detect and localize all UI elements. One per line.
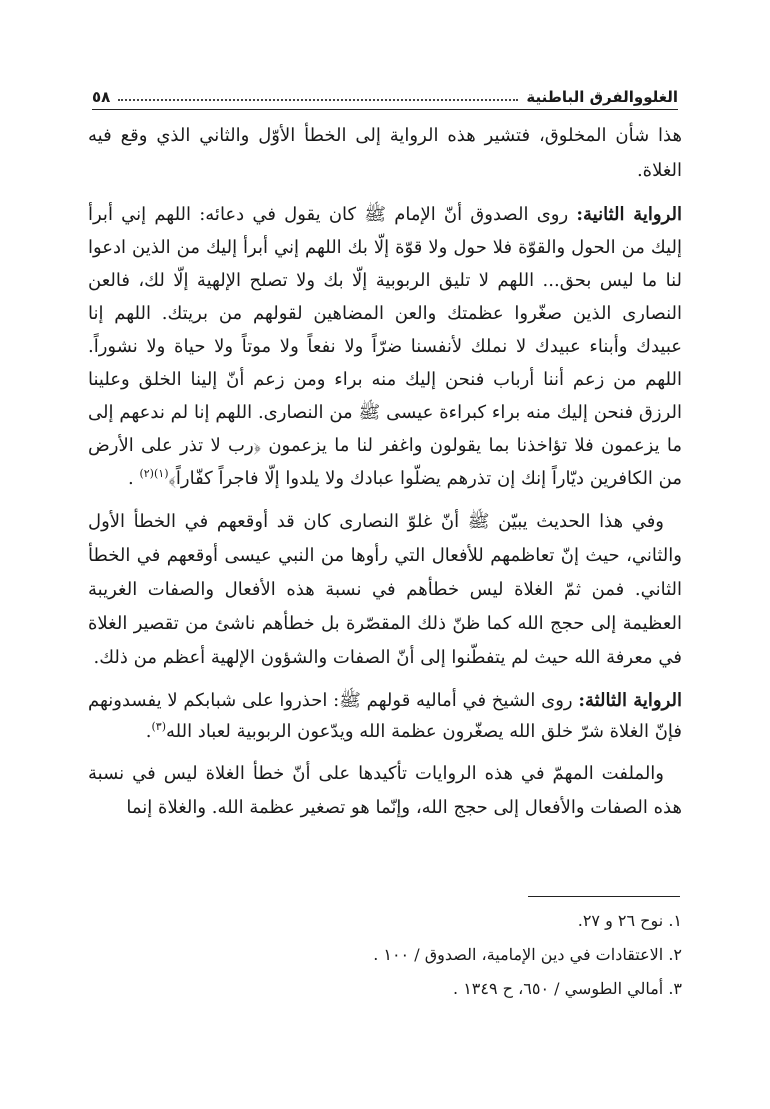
body-text	[88, 118, 682, 835]
narration-2-text: روى الصدوق أنّ الإمام ﷺ كان يقول في دعائه: اللهم إني أبرأ إليك من الحول والقوّة فلا حول ولا قوّة إلّا بك اللهم إني أبرأ إليك من الذين ادعوا لنا ما ليس بحق... اللهم لا تليق الربوبية إلّا بك ولا تصلح الإلهية إلّا لك، فالعن النصارى الذين صغّروا عظمتك والعن المضاهين لقولهم من بريتك. اللهم إنا عبيدك وأبناء عبيدك لا نملك لأنفسنا ضرّاً ولا نفعاً ولا موتاً ولا حياة ولا نشوراً. اللهم من زعم أننا أرباب فنحن إليك منه براء ومن زعم أنّ إلينا الخلق وعلينا الرزق فنحن إليك منه براء كبراءة عيسى ﷺ من النصارى. اللهم إنا لم ندعهم إلى ما يزعمون فلا تؤاخذنا بما يقولون واغفر لنا ما يزعمون ﴿رب لا تذر على الأرض من الكافرين ديّاراً إنك إن تذرهم يضلّوا عبادك ولا يلدوا إلّا فاجراً كفّاراً﴾	[88, 204, 682, 489]
narration-2-heading: الرواية الثانية:	[576, 204, 682, 225]
narration-3-heading: الرواية الثالثة:	[578, 690, 682, 711]
footnotes	[220, 904, 682, 1006]
narration-2-end: .	[128, 468, 140, 489]
paragraph-1: هذا شأن المخلوق، فتشير هذه الرواية إلى الخطأ الأوّل والثاني الذي وقع فيه الغلاة.	[88, 125, 682, 181]
paragraph-5: والملفت المهمّ في هذه الروايات تأكيدها على أنّ خطأ الغلاة ليس في نسبة هذه الصفات والأفعال إلى حجج الله، وإنّما هو تصغير عظمة الله. والغلاة إنما	[88, 763, 682, 818]
narration-3-text: روى الشيخ في أماليه قولهم ﷺ: احذروا على شبابكم لا يفسدونهم فإنّ الغلاة شرّ خلق الله يصغّرون عظمة الله ويدّعون الربوبية لعباد الله	[88, 690, 682, 742]
paragraph-narration-3	[88, 685, 682, 747]
paragraph-narration-2	[88, 198, 682, 495]
dotted-leader	[118, 99, 518, 101]
page-number: ٥٨	[92, 88, 111, 106]
paragraph-3: وفي هذا الحديث يبيّن ﷺ أنّ غلوّ النصارى كان قد أوقعهم في الخطأ الأول والثاني، حيث إنّ تعاظمهم للأفعال التي رأوها من النبي عيسى أوقعهم في الخطأ الثاني. فمن ثمّ الغلاة ليس خطأهم في نسبة هذه الأفعال والصفات الغريبة العظيمة إلى حجج الله كما ظنّ ذلك المقصّرة بل خطأهم ناشئ من تقصير الغلاة في معرفة الله حيث لم يتفطّنوا إلى أنّ الصفات والشؤون الإلهية أعظم من ذلك.	[88, 511, 682, 668]
running-header	[92, 76, 678, 110]
footnote-refs-1-2: (١)(٢)	[139, 467, 169, 480]
footnote-3: ٣. أمالي الطوسي / ٦٥٠، ح ١٣٤٩ .	[453, 979, 682, 998]
narration-3-end: .	[145, 721, 152, 742]
footnote-ref-3: (٣)	[151, 720, 166, 733]
footnote-2: ٢. الاعتقادات في دين الإمامية، الصدوق / ١٠٠ .	[373, 945, 682, 964]
footnote-1: ١. نوح ٢٦ و ٢٧.	[577, 911, 682, 930]
running-title: الغلووالفرق الباطنية	[526, 88, 678, 106]
footnote-separator	[528, 896, 680, 897]
